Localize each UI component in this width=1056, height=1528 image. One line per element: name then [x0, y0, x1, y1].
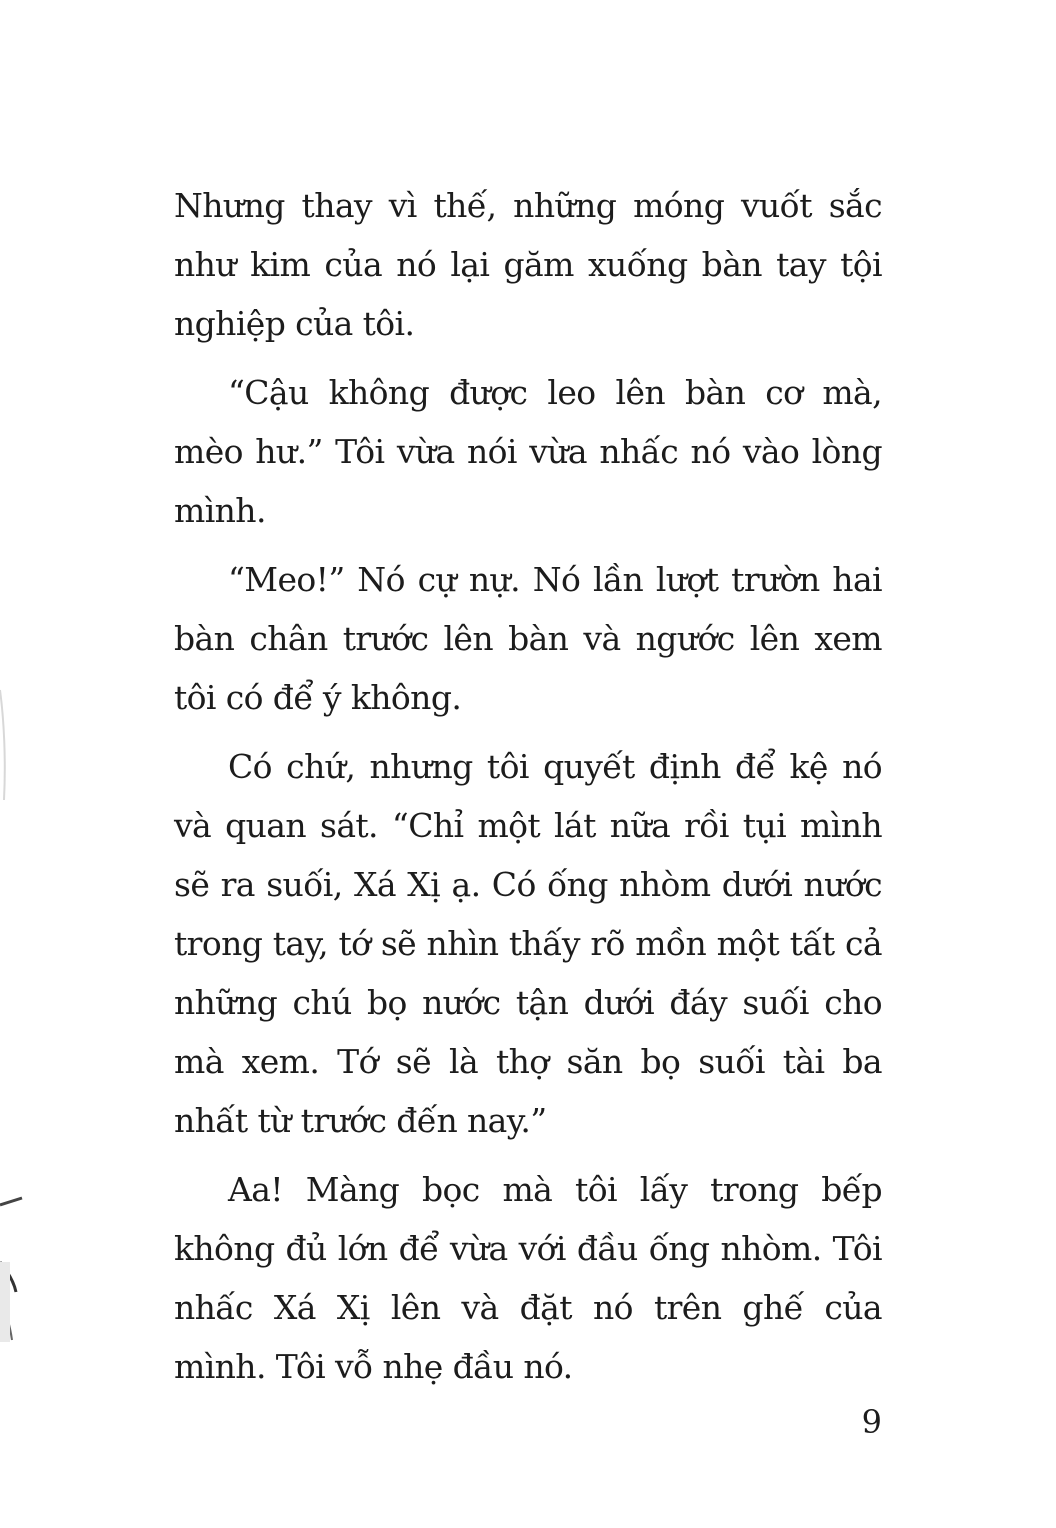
paragraph-4: Có chứ, nhưng tôi quyết định để kệ nó và quan sát. “Chỉ một lát nữa rồi tụi mình sẽ ra suối, Xá Xị ạ. Có ống nhòm dưới nước trong tay, tớ sẽ nhìn thấy rõ mồn một tất cả những chú bọ nước tận dưới đáy suối cho mà xem. Tớ sẽ là thợ săn bọ suối tài ba nhất từ trước đến nay.” [174, 747, 882, 1140]
body-text [174, 176, 882, 1406]
paragraph-1: Nhưng thay vì thế, những móng vuốt sắc như kim của nó lại găm xuống bàn tay tội nghiệp của tôi. [174, 186, 882, 343]
paragraph-5: Aa! Màng bọc mà tôi lấy trong bếp không đủ lớn để vừa với đầu ống nhòm. Tôi nhấc Xá Xị lên và đặt nó trên ghế của mình. Tôi vỗ nhẹ đầu nó. [174, 1170, 882, 1386]
page-number: 9 [861, 1403, 882, 1441]
paragraph-3: “Meo!” Nó cự nự. Nó lần lượt trườn hai bàn chân trước lên bàn và ngước lên xem tôi có để ý không. [174, 560, 882, 717]
edge-illustration [0, 0, 40, 1528]
paragraph-2: “Cậu không được leo lên bàn cơ mà, mèo hư.” Tôi vừa nói vừa nhấc nó vào lòng mình. [174, 373, 882, 530]
